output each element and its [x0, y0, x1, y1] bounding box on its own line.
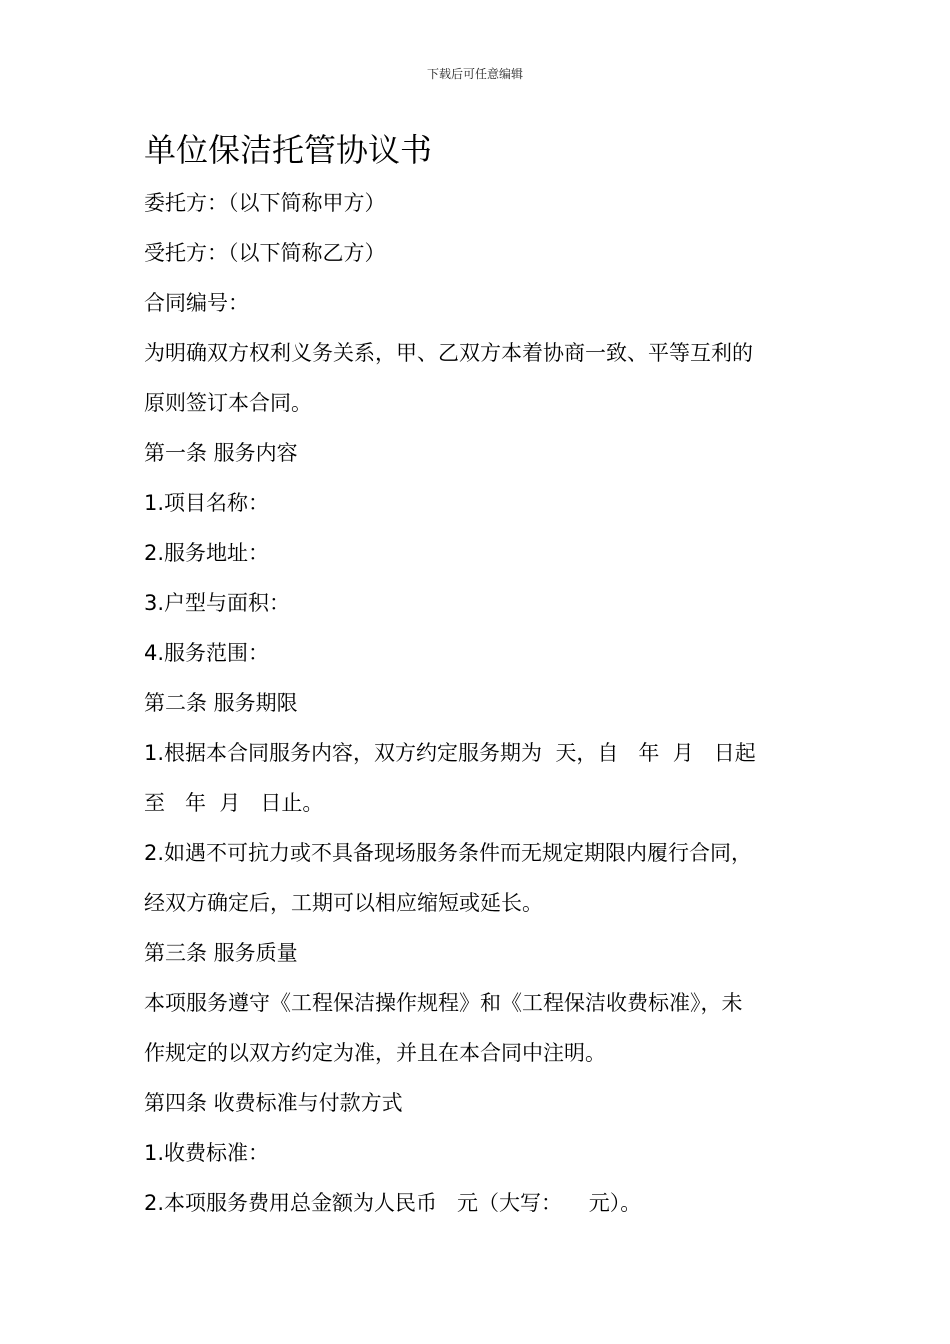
- paragraph-service-quality-line-1: 本项服务遵守《工程保洁操作规程》和《工程保洁收费标准》，未: [144, 991, 743, 1015]
- clause-entrusted-party: 受托方：（以下简称乙方）: [144, 241, 386, 265]
- item-service-address: 2.服务地址：: [144, 541, 270, 565]
- item-project-name: 1.项目名称：: [144, 491, 270, 515]
- item-unit-type-area: 3.户型与面积：: [144, 591, 291, 615]
- paragraph-preamble-line-1: 为明确双方权利义务关系，甲、乙双方本着协商一致、平等互利的: [144, 341, 753, 365]
- section-heading-article-3: 第三条 服务质量: [144, 941, 298, 965]
- paragraph-force-majeure-line-2: 经双方确定后，工期可以相应缩短或延长。: [144, 891, 543, 915]
- clause-contract-number: 合同编号：: [144, 291, 249, 315]
- paragraph-service-period-line-1: 1.根据本合同服务内容，双方约定服务期为 天，自 年 月 日起: [144, 741, 756, 765]
- document-title: 单位保洁托管协议书: [144, 131, 433, 169]
- item-fee-standard: 1.收费标准：: [144, 1141, 270, 1165]
- section-heading-article-4: 第四条 收费标准与付款方式: [144, 1091, 403, 1115]
- paragraph-force-majeure-line-1: 2.如遇不可抗力或不具备现场服务条件而无规定期限内履行合同，: [144, 841, 753, 865]
- page-header-note: 下载后可任意编辑: [426, 67, 523, 81]
- paragraph-service-quality-line-2: 作规定的以双方约定为准，并且在本合同中注明。: [144, 1041, 606, 1065]
- item-total-amount: 2.本项服务费用总金额为人民币 元（大写： 元）。: [144, 1191, 642, 1215]
- paragraph-preamble-line-2: 原则签订本合同。: [144, 391, 312, 415]
- paragraph-service-period-line-2: 至 年 月 日止。: [144, 791, 324, 815]
- item-service-scope: 4.服务范围：: [144, 641, 270, 665]
- document-body: [144, 128, 824, 1228]
- section-heading-article-1: 第一条 服务内容: [144, 441, 298, 465]
- section-heading-article-2: 第二条 服务期限: [144, 691, 298, 715]
- clause-entrusting-party: 委托方：（以下简称甲方）: [144, 191, 386, 215]
